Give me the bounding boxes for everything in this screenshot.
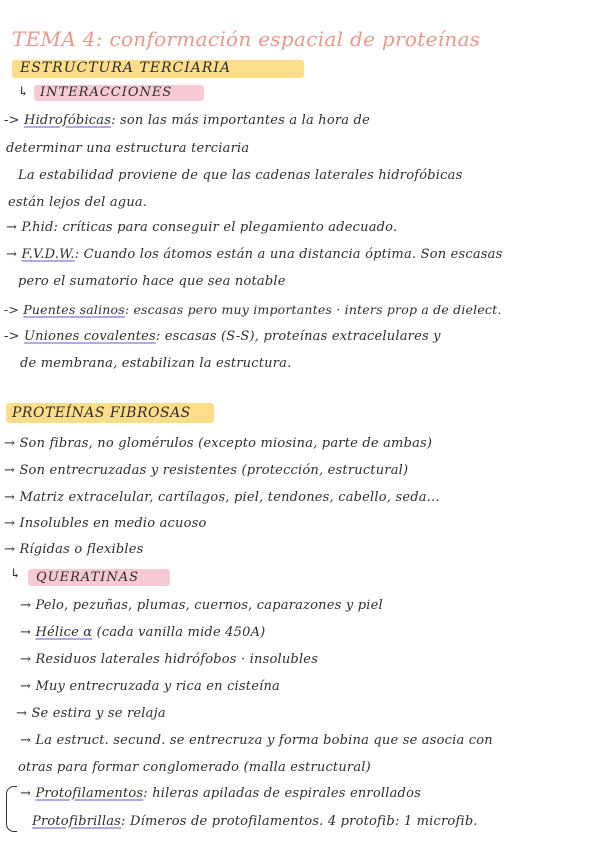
- term: F.V.D.W.: [21, 247, 75, 262]
- term: Protofibrillas: [32, 814, 122, 829]
- term: Hidrofóbicas: [24, 113, 112, 128]
- list-item: → La estruct. secund. se entrecruza y forma bobina que se asocia con: [20, 733, 493, 748]
- term: Hélice α: [35, 625, 93, 640]
- term: Puentes salinos: [23, 302, 125, 317]
- arrow-icon: →: [20, 652, 32, 667]
- list-item: Protofibrillas: Dímeros de protofilamentos. 4 protofib: 1 microfib.: [32, 814, 478, 829]
- arrow-icon: →: [20, 598, 32, 613]
- arrow-icon: →: [4, 436, 16, 451]
- list-item: pero el sumatorio hace que sea notable: [18, 274, 286, 289]
- arrow-icon: →: [6, 247, 18, 262]
- list-item: de membrana, estabilizan la estructura.: [20, 356, 292, 371]
- term: Uniones covalentes: [24, 329, 156, 344]
- arrow-icon: ->: [4, 302, 20, 317]
- list-item: -> Uniones covalentes: escasas (S-S), proteínas extracelulares y: [4, 329, 441, 344]
- arrow-icon: →: [20, 625, 32, 640]
- arrow-icon: ->: [4, 113, 20, 128]
- list-item: → Residuos laterales hidrófobos · insolubles: [20, 652, 319, 667]
- subheading-arrow: [18, 85, 29, 101]
- arrow-icon: →: [4, 542, 16, 557]
- arrow-icon: →: [20, 679, 32, 694]
- term: Protofilamentos: [35, 786, 144, 801]
- list-item: → Matriz extracelular, cartílagos, piel, tendones, cabello, seda...: [4, 490, 440, 505]
- list-item: → Se estira y se relaja: [16, 706, 166, 721]
- arrow-icon: →: [4, 490, 16, 505]
- list-item: otras para formar conglomerado (malla estructural): [18, 760, 371, 775]
- list-item: -> Hidrofóbicas: son las más importantes a la hora de: [4, 113, 370, 128]
- arrow-icon: →: [20, 733, 32, 748]
- arrow-icon: →: [6, 220, 18, 235]
- subheading-queratinas: QUERATINAS: [36, 570, 140, 585]
- list-item: La estabilidad proviene de que las cadenas laterales hidrofóbicas: [18, 168, 463, 183]
- arrow-icon: ->: [4, 329, 20, 344]
- arrow-icon: →: [4, 516, 16, 531]
- list-item: → F.V.D.W.: Cuando los átomos están a una distancia óptima. Son escasas: [6, 247, 503, 262]
- list-item: → Protofilamentos: hileras apiladas de espirales enrollados: [20, 786, 421, 801]
- list-item: → Pelo, pezuñas, plumas, cuernos, caparazones y piel: [20, 598, 383, 613]
- section-heading-terciaria: ESTRUCTURA TERCIARIA: [20, 60, 232, 76]
- subheading-interacciones: INTERACCIONES: [40, 85, 173, 100]
- section-heading-fibrosas: PROTEÍNAS FIBROSAS: [12, 405, 191, 421]
- list-item: -> Puentes salinos: escasas pero muy importantes · inters prop a de dielect.: [4, 302, 502, 317]
- list-item: están lejos del agua.: [8, 195, 148, 210]
- bracket: [6, 786, 17, 832]
- list-item: → Rígidas o flexibles: [4, 542, 144, 557]
- list-item: → Muy entrecruzada y rica en cisteína: [20, 679, 280, 694]
- arrow-icon: ↳: [18, 85, 30, 100]
- list-item: determinar una estructura terciaria: [6, 141, 250, 156]
- arrow-icon: →: [4, 463, 16, 478]
- list-item: → Son entrecruzadas y resistentes (protección, estructural): [4, 463, 409, 478]
- list-item: → Hélice α (cada vanilla mide 450A): [20, 625, 266, 640]
- arrow-icon: ↳: [10, 567, 22, 582]
- list-item: → Insolubles en medio acuoso: [4, 516, 207, 531]
- arrow-icon: →: [16, 706, 28, 721]
- page-title: TEMA 4: conformación espacial de proteínas: [12, 27, 481, 51]
- list-item: → P.hid: críticas para conseguir el plegamiento adecuado.: [6, 220, 398, 235]
- list-item: → Son fibras, no glomérulos (excepto miosina, parte de ambas): [4, 436, 433, 451]
- subheading-arrow: [10, 567, 21, 583]
- arrow-icon: →: [20, 786, 32, 801]
